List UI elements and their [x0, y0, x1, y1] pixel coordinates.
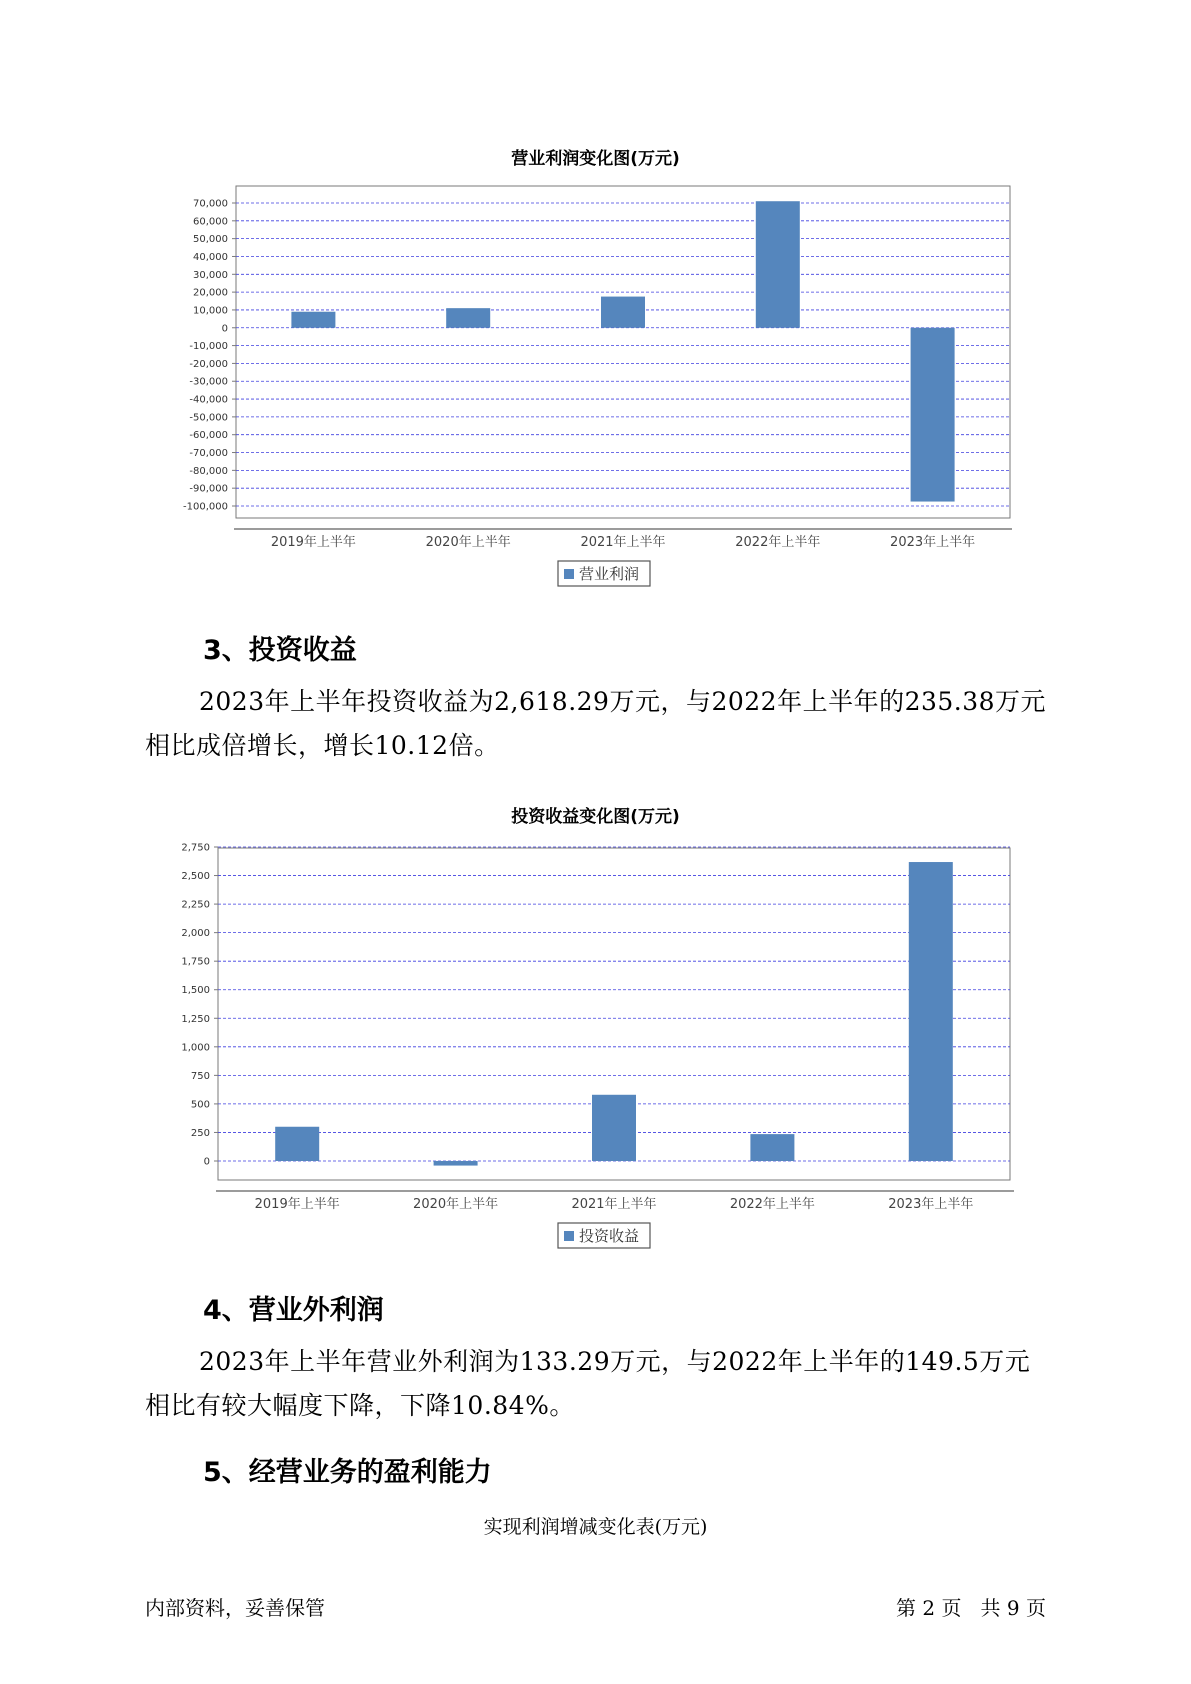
y-tick-label: 1,750	[181, 956, 210, 968]
bar	[434, 1161, 478, 1166]
chart2-title: 投资收益变化图(万元)	[511, 807, 680, 827]
y-tick-label: 70,000	[193, 198, 228, 210]
y-tick-label: 2,000	[181, 928, 210, 940]
footer-confidential: 内部资料，妥善保管	[145, 1596, 325, 1620]
x-tick-label: 2019年上半年	[254, 1197, 340, 1212]
y-tick-label: -40,000	[189, 394, 228, 406]
x-tick-label: 2019年上半年	[270, 535, 356, 550]
y-tick-label: 10,000	[193, 305, 228, 317]
y-tick-label: 500	[190, 1099, 210, 1111]
y-tick-label: -60,000	[189, 430, 228, 442]
y-tick-label: 40,000	[193, 251, 228, 263]
y-tick-label: -100,000	[183, 501, 228, 513]
section-heading-profitability: 5、经营业务的盈利能力	[203, 1457, 492, 1488]
y-tick-label: 1,000	[181, 1042, 210, 1054]
y-tick-label: 0	[203, 1156, 210, 1168]
y-tick-label: 2,250	[181, 899, 210, 911]
x-tick-label: 2021年上半年	[571, 1197, 657, 1212]
y-tick-label: 1,500	[181, 985, 210, 997]
y-tick-label: -80,000	[189, 465, 228, 477]
x-tick-label: 2021年上半年	[580, 535, 666, 550]
y-tick-label: 750	[190, 1070, 210, 1082]
y-tick-label: -70,000	[189, 448, 228, 460]
section-heading-investment-income: 3、投资收益	[203, 635, 357, 666]
y-tick-label: -90,000	[189, 483, 228, 495]
bar	[592, 1095, 636, 1161]
y-tick-label: 60,000	[193, 216, 228, 228]
legend-label: 投资收益	[579, 1227, 640, 1245]
y-tick-label: 0	[221, 323, 228, 335]
investment-income-paragraph: 2023年上半年投资收益为2,618.29万元，与2022年上半年的235.38万元相比成倍增长，增长10.12倍。	[145, 687, 1047, 760]
legend-swatch	[564, 1231, 574, 1241]
x-tick-label: 2020年上半年	[413, 1197, 499, 1212]
non-operating-profit-paragraph: 2023年上半年营业外利润为133.29万元，与2022年上半年的149.5万元相比有较大幅度下降，下降10.84%。	[145, 1347, 1031, 1420]
x-tick-label: 2022年上半年	[735, 535, 821, 550]
x-tick-label: 2023年上半年	[888, 1197, 974, 1212]
footer-page-number: 第 2 页 共 9 页	[896, 1596, 1046, 1620]
x-tick-label: 2023年上半年	[890, 535, 976, 550]
y-tick-label: 2,750	[181, 842, 210, 854]
y-tick-label: 250	[190, 1127, 210, 1139]
x-tick-label: 2020年上半年	[425, 535, 511, 550]
y-tick-label: -50,000	[189, 412, 228, 424]
y-tick-label: -10,000	[189, 341, 228, 353]
chart1-title: 营业利润变化图(万元)	[511, 149, 680, 169]
y-tick-label: 2,500	[181, 871, 210, 883]
bar	[275, 1127, 319, 1161]
x-tick-label: 2022年上半年	[729, 1197, 815, 1212]
y-tick-label: 50,000	[193, 234, 228, 246]
y-tick-label: 30,000	[193, 269, 228, 281]
y-tick-label: -20,000	[189, 358, 228, 370]
y-tick-label: 1,250	[181, 1013, 210, 1025]
table-caption: 实现利润增减变化表(万元)	[483, 1516, 708, 1538]
y-tick-label: 20,000	[193, 287, 228, 299]
bar	[909, 862, 953, 1161]
section-heading-non-operating-profit: 4、营业外利润	[203, 1295, 384, 1326]
y-tick-label: -30,000	[189, 376, 228, 388]
legend-label: 营业利润	[579, 565, 640, 583]
bar	[750, 1134, 794, 1161]
